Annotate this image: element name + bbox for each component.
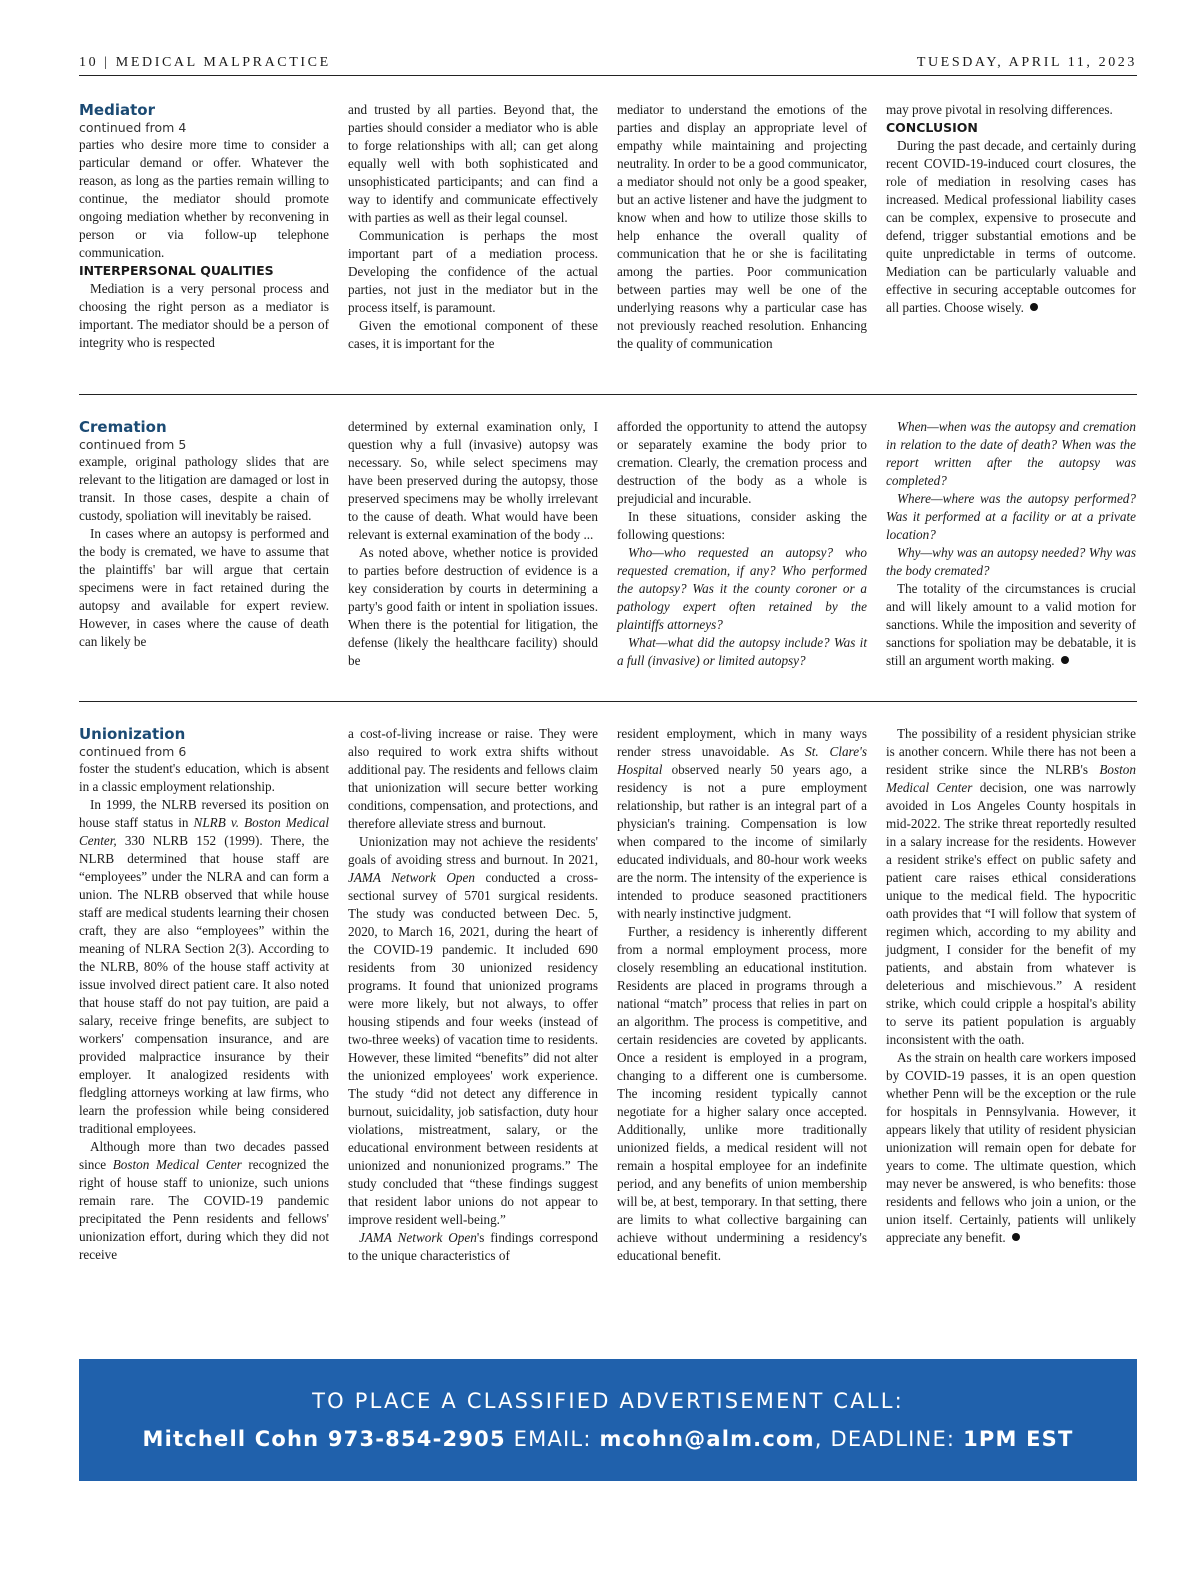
unionization-col-2 — [348, 725, 598, 1265]
text: decision, one was narrowly avoided in Los Angeles County hospitals in mid-2022. The strike threat reportedly resulted in a salary increase for the residents. However a resident strike's effect on public safety and patient care raises ethical considerations unique to the medical field. The hypocritic oath provides that “I will follow that system of regimen which, according to my ability and judgment, I consider for the benefit of my patients, and abstain from whatever is deleterious and mischievous.” A resident strike, which could cripple a hospital's ability to serve its patient population is arguably inconsistent with the oath. — [886, 780, 1136, 1047]
ad-heading: TO PLACE A CLASSIFIED ADVERTISEMENT CALL: — [312, 1389, 904, 1413]
ad-contact: Mitchell Cohn 973-854-2905 — [142, 1427, 506, 1451]
paragraph: Further, a residency is inherently different from a normal employment process, more closely resembling an educational institution. Residents are placed in programs through a national “match” process that relies in part on an algorithm. The process is competitive, and certain residencies are coveted by applicants. Once a resident is employed in a program, changing to a different one is cumbersome. The incoming resident typically cannot negotiate for a higher salary once accepted. Additionally, unlike more traditionally unionized fields, a medical resident will not remain a hospital employee for an indefinite period, and any benefits of union membership will be, at best, temporary. In that setting, there are limits to what collective bargaining can achieve without undermining a residency's educational benefit. — [617, 924, 867, 1263]
paragraph: parties who desire more time to consider a particular demand or offer. Whatever the reason, as long as the parties remain willing to continue, the mediator should promote ongoing mediation whether by reconvening in person or via follow-up telephone communication. — [79, 137, 329, 260]
unionization-col-4 — [886, 725, 1136, 1247]
paragraph: Given the emotional component of these cases, it is important for the — [348, 318, 598, 351]
paragraph: example, original pathology slides that are relevant to the litigation are damaged or lost in transit. In those cases, despite a chain of custody, spoliation will inevitably be raised. — [79, 454, 329, 523]
paragraph: mediator to understand the emotions of the parties and display an appropriate level of empathy while maintaining and projecting neutrality. In order to be a good communicator, a mediator should not only be a good speaker, but an active listener and have the judgment to know when and how to utilize those skills to help enhance the overall quality of communication that he or she is facilitating among the parties. Poor communication between parties may well be one of the underlying reasons why a particular case has not previously reached resolution. Enhancing the quality of communication — [617, 102, 867, 351]
section-rule — [79, 701, 1137, 702]
case-name: St. Clare's Hospital — [617, 744, 868, 777]
unionization-col-3 — [617, 725, 867, 1265]
mediator-col-2 — [348, 101, 598, 353]
ad-email[interactable]: mcohn@alm.com — [599, 1427, 815, 1451]
unionization-title: Unionization — [79, 725, 186, 743]
journal-name: JAMA Network Open — [348, 870, 475, 885]
paragraph — [886, 137, 1136, 317]
subhead-conclusion: CONCLUSION — [886, 120, 978, 135]
paragraph-text: As the strain on health care workers imposed by COVID-19 passes, it is an open question whether Penn will be the exception or the rule for hospitals in Pennsylvania. However, it appears likely that utility of resident physician unionization will remain open for debate for years to come. The ultimate question, which may never be answered, is who benefits: those residents and fellows who join a union, or the union itself. Certainly, patients will unlikely appreciate any benefit. — [886, 1050, 1136, 1245]
paragraph: As noted above, whether notice is provided to parties before destruction of evidence is a key consideration by courts in determining a party's good faith or intent in spoliation issues. When there is the potential for litigation, the defense (likely the healthcare facility) should be — [348, 545, 598, 668]
paragraph: In these situations, consider asking the following questions: — [617, 509, 867, 542]
cremation-col-3 — [617, 418, 867, 670]
paragraph: In cases where an autopsy is performed and the body is cremated, we have to assume that the plaintiffs' bar will argue that certain specimens were in fact retained during the autopsy and available for expert review. However, in cases where the cause of death can likely be — [79, 526, 329, 649]
cremation-col-4 — [886, 418, 1136, 670]
mediator-col-3 — [617, 101, 867, 353]
question-who: Who—who requested an autopsy? who requested cremation, if any? Who performed the autopsy? Was it the county coroner or a pathology expert often retained by the plaintiffs attorneys? — [617, 545, 867, 632]
ad-deadline-label: , DEADLINE: — [814, 1427, 964, 1451]
question-when: When—when was the autopsy and cremation in relation to the date of death? When was the report written after the autopsy was completed? — [886, 419, 1136, 488]
end-bullet-icon — [1061, 656, 1069, 664]
journal-name: JAMA Network Open — [359, 1230, 477, 1245]
paragraph: and trusted by all parties. Beyond that, the parties should consider a mediator who is able to forge relationships with all; can get along equally well with both sophisticated and unsophisticated participants; and can find a way to identify and communicate effectively with parties as well as their legal counsel. — [348, 102, 598, 225]
end-bullet-icon — [1030, 303, 1038, 311]
case-name: Boston Medical Center — [112, 1157, 242, 1172]
section-label: 10 | MEDICAL MALPRACTICE — [79, 55, 331, 70]
paragraph: Mediation is a very personal process and choosing the right person as a mediator is important. The mediator should be a person of integrity who is respected — [79, 281, 329, 350]
paragraph: foster the student's education, which is absent in a classic employment relationship. — [79, 761, 329, 794]
unionization-col-1 — [79, 725, 329, 1264]
header-rule — [79, 75, 1137, 76]
ad-deadline: 1PM EST — [963, 1427, 1074, 1451]
classified-ad-banner — [79, 1359, 1137, 1481]
question-where: Where—where was the autopsy performed? Was it performed at a facility or at a private location? — [886, 491, 1136, 542]
paragraph — [617, 725, 867, 923]
mediator-col-4 — [886, 101, 1136, 317]
paragraph: may prove pivotal in resolving differences. — [886, 102, 1113, 117]
cremation-col-2 — [348, 418, 598, 670]
paragraph — [79, 1138, 329, 1264]
subhead-interpersonal: INTERPERSONAL QUALITIES — [79, 263, 274, 278]
cremation-col-1 — [79, 418, 329, 651]
question-what: What—what did the autopsy include? Was it a full (invasive) or limited autopsy? — [617, 635, 867, 668]
unionization-continued: continued from 6 — [79, 744, 187, 759]
cremation-title: Cremation — [79, 418, 167, 436]
page-header — [79, 55, 1137, 75]
paragraph-text: During the past decade, and certainly during recent COVID-19-induced court closures, the role of mediation in resolving cases has increased. Medical professional liability cases can be complex, expensive to prosecute and defend, trigger substantial emotions and be quite unpredictable in terms of outcome. Mediation can be particularly valuable and effective in securing acceptable outcomes for all parties. Choose wisely. — [886, 138, 1136, 315]
paragraph: afforded the opportunity to attend the autopsy or separately examine the body prior to cremation. Clearly, the cremation process and destruction of the body as a whole is prejudicial and incurable. — [617, 419, 867, 506]
ad-contact-line — [79, 1427, 1137, 1451]
text: recognized the right of house staff to unionize, such unions remain rare. The COVID-19 pandemic precipitated the Penn residents and fellows' unionization effort, during which they did not receive — [79, 1157, 329, 1262]
paragraph: determined by external examination only, I question why a full (invasive) autopsy was necessary. So, while select specimens may have been preserved during the autopsy, those preserved specimens may be wholly irrelevant to the cause of death. What would have been relevant is external examination of the body ... — [348, 419, 598, 542]
case-name: NLRB v. Boston Medical Center, — [79, 815, 329, 848]
ad-email-label: EMAIL: — [505, 1427, 600, 1451]
text: resident employment, which in many ways render stress unavoidable. As — [617, 726, 867, 759]
end-bullet-icon — [1012, 1233, 1020, 1241]
paragraph — [348, 833, 598, 1229]
paragraph — [886, 1049, 1136, 1247]
paragraph — [886, 725, 1136, 1049]
issue-date: TUESDAY, APRIL 11, 2023 — [916, 55, 1137, 70]
text: 's findings correspond to the unique characteristics of — [348, 1230, 599, 1263]
paragraph: a cost-of-living increase or raise. They were also required to work extra shifts without additional pay. The residents and fellows claim that unionization will secure better working conditions, compensation, and protections, and therefore alleviate stress and burnout. — [348, 726, 598, 831]
paragraph-text: The totality of the circumstances is crucial and will likely amount to a valid motion for sanctions. While the imposition and severity of sanctions for spoliation may be debatable, it is still an argument worth making. — [886, 581, 1136, 668]
mediator-continued: continued from 4 — [79, 120, 187, 135]
question-why: Why—why was an autopsy needed? Why was the body cremated? — [886, 545, 1136, 578]
mediator-col-1 — [79, 101, 329, 352]
section-rule — [79, 394, 1137, 395]
text: The possibility of a resident physician strike is another concern. While there has not been a resident strike since the NLRB's — [886, 726, 1136, 777]
paragraph — [886, 580, 1136, 670]
paragraph — [348, 1229, 598, 1265]
text: In 1999, the NLRB reversed its position on house staff status in — [79, 797, 329, 830]
text: conducted a cross-sectional survey of 5701 surgical residents. The study was conducted between Dec. 5, 2020, to March 16, 2021, during the heart of the COVID-19 pandemic. It included 690 residents from 30 unionized residency programs. It found that unionized programs were more likely, but not always, to offer housing stipends and four weeks (instead of two-three weeks) of vacation time to residents. However, these limited “benefits” did not alter the unionized employees' work experience. The study “did not detect any difference in burnout, suicidality, job satisfaction, duty hour violations, mistreatment, salary, or the educational environment between residents at unionized and nonunionized programs.” The study concluded that “these findings suggest that resident labor unions do not appear to improve resident well-being.” — [348, 870, 598, 1227]
case-name: Boston Medical Center — [886, 762, 1136, 795]
paragraph: Communication is perhaps the most important part of a mediation process. Developing the confidence of the actual parties, not just in the mediator but in the process itself, is paramount. — [348, 228, 598, 315]
mediator-title: Mediator — [79, 101, 155, 119]
text: Unionization may not achieve the residents' goals of avoiding stress and burnout. In 2021, — [348, 834, 598, 867]
paragraph — [79, 796, 329, 1138]
text: Although more than two decades passed since — [79, 1139, 329, 1172]
text: observed nearly 50 years ago, a residency is not a pure employment relationship, but rather is an integral part of a physician's training. Compensation is low when compared to the income of similarly educated individuals, and 80-hour work weeks are the norm. The intensity of the experience is intended to produce seasoned practitioners with nearly instinctive judgment. — [617, 762, 867, 921]
cremation-continued: continued from 5 — [79, 437, 187, 452]
text: 330 NLRB 152 (1999). There, the NLRB determined that house staff are “employees” under the NLRA and can form a union. The NLRB observed that while house staff are medical students learning their chosen craft, they are also “employees” within the meaning of NLRA Section 2(3). According to the NLRB, 80% of the house staff activity at issue involved direct patient care. It also noted that house staff do not pay tuition, are paid a salary, receive fringe benefits, are subject to workers' compensation insurance, and are provided malpractice insurance by their employer. It analogized residents with fledgling attorneys working at law firms, who learn the profession while being considered traditional employees. — [79, 833, 329, 1136]
